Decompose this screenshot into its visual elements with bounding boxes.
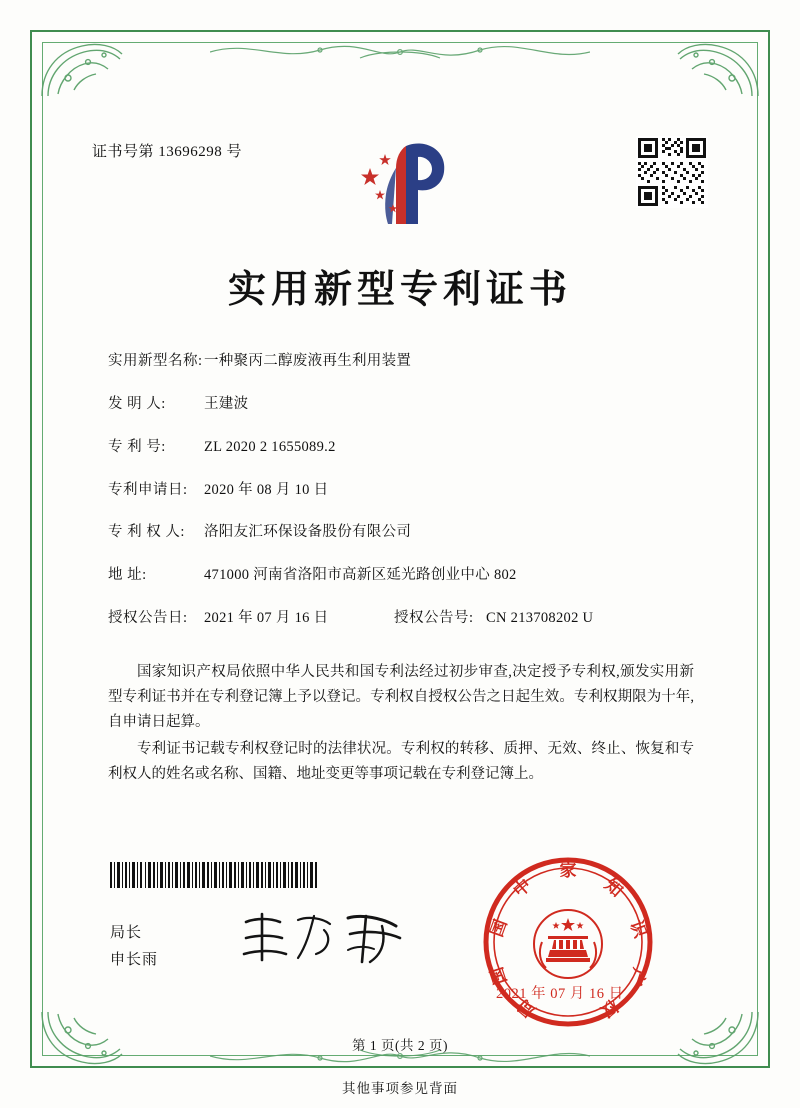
svg-text:局: 局 — [513, 994, 540, 1021]
edge-ornament-icon — [210, 40, 590, 64]
patent-office-emblem-icon — [352, 128, 462, 232]
field-list — [108, 352, 708, 652]
corner-ornament-icon — [38, 38, 124, 100]
field-value: 2021 年 07 月 16 日 — [204, 610, 329, 627]
barcode-icon — [110, 862, 320, 888]
body-paragraph-1: 国家知识产权局依照中华人民共和国专利法经过初步审查,决定授予专利权,颁发实用新型专利证书并在专利登记簿上予以登记。专利权自授权公告之日起生效。专利权期限为十年,自申请日起算。 — [108, 664, 694, 730]
field-value-secondary: CN 213708202 U — [486, 610, 594, 627]
page-title: 实用新型专利证书 — [227, 266, 572, 311]
svg-text:产: 产 — [624, 965, 649, 988]
field-grant-announcement — [108, 609, 708, 628]
field-application-date — [108, 481, 708, 500]
field-patentee — [108, 523, 708, 542]
svg-text:家: 家 — [559, 861, 577, 881]
field-patent-number — [108, 438, 708, 457]
field-label: 地 址: — [108, 567, 147, 584]
field-value: 2020 年 08 月 10 日 — [204, 481, 329, 498]
svg-text:识: 识 — [625, 917, 651, 941]
field-value: 王建波 — [204, 395, 249, 412]
body-text — [108, 660, 694, 789]
field-label: 专 利 权 人: — [108, 524, 185, 541]
signature-labels — [110, 920, 158, 974]
field-value: ZL 2020 2 1655089.2 — [204, 438, 336, 455]
seal-date: 2021 年 07 月 16 日 — [496, 986, 624, 1002]
svg-text:知: 知 — [600, 875, 627, 902]
svg-text:权: 权 — [596, 994, 623, 1021]
field-label: 实用新型名称: — [108, 353, 203, 369]
field-label: 专利申请日: — [108, 481, 188, 498]
official-seal-icon — [478, 852, 658, 1032]
director-name-label: 申长雨 — [110, 952, 159, 968]
field-label-secondary: 授权公告号: — [394, 610, 474, 627]
certificate-number: 证书号第 13696298 号 — [92, 144, 243, 160]
field-label: 专 利 号: — [108, 438, 166, 455]
handwritten-signature-icon — [236, 908, 416, 970]
director-title-label: 局长 — [110, 925, 143, 941]
corner-ornament-icon — [676, 38, 762, 100]
page-indicator: 第 1 页(共 2 页) — [352, 1038, 448, 1053]
field-label: 授权公告日: — [108, 610, 188, 627]
svg-text:国: 国 — [487, 964, 512, 987]
svg-text:中: 中 — [509, 875, 536, 902]
field-value: 一种聚丙二醇废液再生利用装置 — [204, 353, 412, 369]
field-address — [108, 566, 708, 585]
field-value: 471000 河南省洛阳市高新区延光路创业中心 802 — [204, 567, 517, 584]
field-label: 发 明 人: — [108, 395, 166, 412]
qr-code-icon — [636, 136, 708, 208]
footer-note: 其他事项参见背面 — [342, 1081, 458, 1096]
field-value: 洛阳友汇环保设备股份有限公司 — [204, 524, 412, 541]
field-utility-model-name — [108, 352, 708, 371]
body-paragraph-2: 专利证书记载专利权登记时的法律状况。专利权的转移、质押、无效、终止、恢复和专利权人的姓名或名称、国籍、地址变更等事项记载在专利登记簿上。 — [108, 741, 694, 782]
field-inventor — [108, 395, 708, 414]
svg-text:国: 国 — [486, 916, 512, 940]
